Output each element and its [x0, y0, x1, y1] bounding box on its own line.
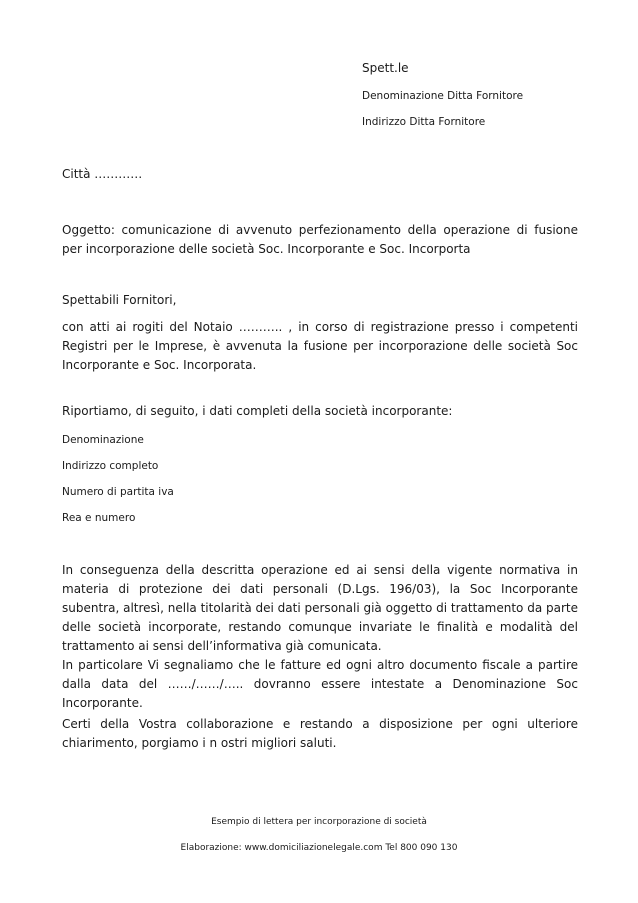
paragraph-1: con atti ai rogiti del Notaio ……….. , in corso di registrazione presso i competenti Registri per le Imprese, è avvenuta la fusione per incorporazione delle società Soc Incorporante e Soc. Incorporata.: [62, 320, 578, 372]
greeting-block: [62, 291, 578, 310]
company-fields: [62, 433, 578, 525]
data-intro: Riportiamo, di seguito, i dati completi della società incorporante:: [62, 404, 453, 418]
recipient-address: Indirizzo Ditta Fornitore: [362, 116, 486, 128]
recipient-block: [362, 60, 523, 129]
field-indirizzo: Indirizzo completo: [62, 460, 159, 472]
paragraph-4: Certi della Vostra collaborazione e restando a disposizione per ogni ulteriore chiarimento, porgiamo i n ostri migliori saluti.: [62, 717, 578, 750]
city-line: Città …………: [62, 167, 143, 181]
paragraph-2-block: [62, 561, 578, 656]
recipient-salutation: Spett.le: [362, 61, 409, 75]
subject-block: [62, 221, 578, 259]
field-rea: Rea e numero: [62, 512, 136, 524]
field-denominazione: Denominazione: [62, 434, 144, 446]
paragraph-3: In particolare Vi segnaliamo che le fatture ed ogni altro documento fiscale a partire dalla data del ……/……/….. dovranno essere intestate a Denominazione Soc Incorporante.: [62, 658, 578, 710]
greeting: Spettabili Fornitori,: [62, 293, 177, 307]
footer-line-2: Elaborazione: www.domiciliazionelegale.com Tel 800 090 130: [180, 843, 458, 853]
data-intro-block: [62, 402, 578, 421]
city-line-block: [62, 165, 578, 184]
recipient-name: Denominazione Ditta Fornitore: [362, 90, 524, 102]
paragraph-4-block: [62, 715, 578, 753]
paragraph-1-block: [62, 318, 578, 375]
paragraph-3-block: [62, 656, 578, 713]
subject-line: Oggetto: comunicazione di avvenuto perfezionamento della operazione di fusione per incorporazione delle società Soc. Incorporante e Soc. Incorporta: [62, 223, 578, 256]
footer-line-1: Esempio di lettera per incorporazione di società: [211, 817, 427, 827]
field-partita-iva: Numero di partita iva: [62, 486, 174, 498]
paragraph-2: In conseguenza della descritta operazione ed ai sensi della vigente normativa in materia di protezione dei dati personali (D.Lgs. 196/03), la Soc Incorporante subentra, altresì, nella titolarità dei dati personali già oggetto di trattamento da parte delle società incorporate, restando comunque invariate le finalità e modalità del trattamento ai sensi dell’informativa già comunicata.: [62, 563, 578, 653]
